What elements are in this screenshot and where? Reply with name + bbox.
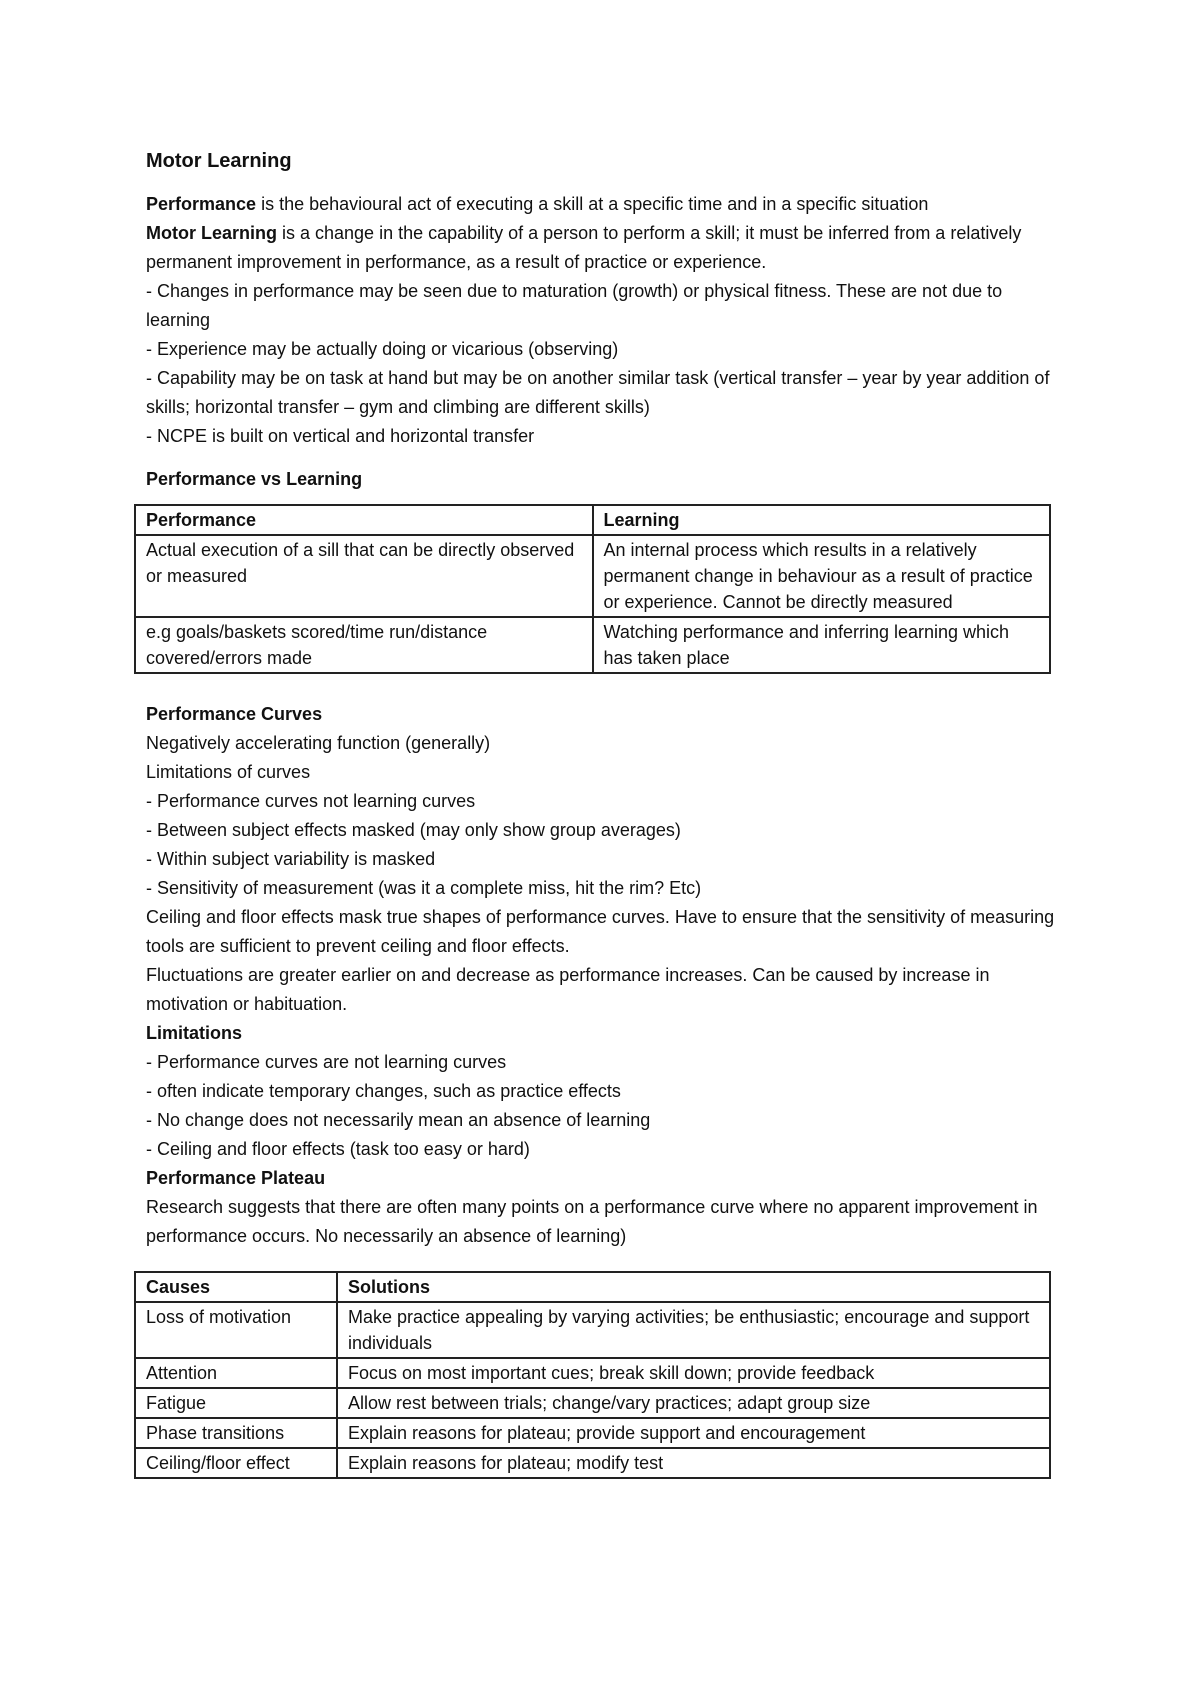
table-cell: Actual execution of a sill that can be directly observed or measured <box>135 535 593 617</box>
table-cell: Loss of motivation <box>135 1302 337 1358</box>
section-heading-performance-vs-learning: Performance vs Learning <box>146 469 363 489</box>
performance-term: Performance <box>146 194 257 214</box>
table-header-row <box>135 505 1050 535</box>
performance-vs-learning-table <box>134 504 1051 674</box>
table-cell: Allow rest between trials; change/vary practices; adapt group size <box>337 1388 1050 1418</box>
table-cell: Explain reasons for plateau; modify test <box>337 1448 1050 1478</box>
curves-line: Fluctuations are greater earlier on and decrease as performance increases. Can be caused by increase in motivation or habituation. <box>146 965 990 1014</box>
page-title: Motor Learning <box>146 150 292 172</box>
motor-learning-definition: Motor Learning is a change in the capability of a person to perform a skill; it must be inferred from a relatively permanent improvement in performance, as a result of practice or experience. <box>146 223 1022 272</box>
table-header-cell: Performance <box>135 505 593 535</box>
performance-definition: Performance is the behavioural act of executing a skill at a specific time and in a specific situation <box>146 194 929 214</box>
table-cell: Phase transitions <box>135 1418 337 1448</box>
section-heading-performance-curves: Performance Curves <box>146 704 323 724</box>
limitations-line: - often indicate temporary changes, such as practice effects <box>146 1081 621 1101</box>
plateau-text: Research suggests that there are often many points on a performance curve where no apparent improvement in performance occurs. No necessarily an absence of learning) <box>146 1197 1038 1246</box>
curves-line: Ceiling and floor effects mask true shapes of performance curves. Have to ensure that the sensitivity of measuring tools are sufficient to prevent ceiling and floor effects. <box>146 907 1055 956</box>
intro-bullet: - Experience may be actually doing or vicarious (observing) <box>146 339 619 359</box>
table-header-cell: Causes <box>135 1272 337 1302</box>
limitations-line: - No change does not necessarily mean an absence of learning <box>146 1110 651 1130</box>
limitations-line: - Performance curves are not learning curves <box>146 1052 507 1072</box>
table-row <box>135 1302 1050 1358</box>
curves-line: Negatively accelerating function (generally) <box>146 733 491 753</box>
curves-line: - Within subject variability is masked <box>146 849 436 869</box>
table-header-cell: Solutions <box>337 1272 1050 1302</box>
limitations-line: - Ceiling and floor effects (task too easy or hard) <box>146 1139 530 1159</box>
table-row <box>135 1418 1050 1448</box>
table-row <box>135 535 1050 617</box>
table-row <box>135 1448 1050 1478</box>
table-row <box>135 1388 1050 1418</box>
table-cell: Make practice appealing by varying activities; be enthusiastic; encourage and support individuals <box>337 1302 1050 1358</box>
document-page <box>146 146 1056 1479</box>
motor-learning-term: Motor Learning <box>146 223 277 243</box>
curves-line: - Sensitivity of measurement (was it a complete miss, hit the rim? Etc) <box>146 878 702 898</box>
table-header-cell: Learning <box>593 505 1051 535</box>
table-row <box>135 617 1050 673</box>
intro-bullet: - Changes in performance may be seen due to maturation (growth) or physical fitness. These are not due to learning <box>146 281 1003 330</box>
table-cell: Explain reasons for plateau; provide support and encouragement <box>337 1418 1050 1448</box>
intro-bullet: - NCPE is built on vertical and horizontal transfer <box>146 426 535 446</box>
table-header-row <box>135 1272 1050 1302</box>
plateau-causes-table <box>134 1271 1051 1479</box>
table-cell: Ceiling/floor effect <box>135 1448 337 1478</box>
table-cell: Attention <box>135 1358 337 1388</box>
curves-line: - Performance curves not learning curves <box>146 791 476 811</box>
curves-line: - Between subject effects masked (may only show group averages) <box>146 820 681 840</box>
table-cell: Focus on most important cues; break skill down; provide feedback <box>337 1358 1050 1388</box>
curves-line: Limitations of curves <box>146 762 311 782</box>
table-row <box>135 1358 1050 1388</box>
table-cell: Watching performance and inferring learning which has taken place <box>593 617 1051 673</box>
section-heading-performance-plateau: Performance Plateau <box>146 1168 326 1188</box>
table-cell: Fatigue <box>135 1388 337 1418</box>
section-heading-limitations: Limitations <box>146 1023 243 1043</box>
table-cell: An internal process which results in a relatively permanent change in behaviour as a result of practice or experience. Cannot be directly measured <box>593 535 1051 617</box>
table-cell: e.g goals/baskets scored/time run/distance covered/errors made <box>135 617 593 673</box>
intro-bullet: - Capability may be on task at hand but may be on another similar task (vertical transfer – year by year addition of skills; horizontal transfer – gym and climbing are different skills) <box>146 368 1050 417</box>
